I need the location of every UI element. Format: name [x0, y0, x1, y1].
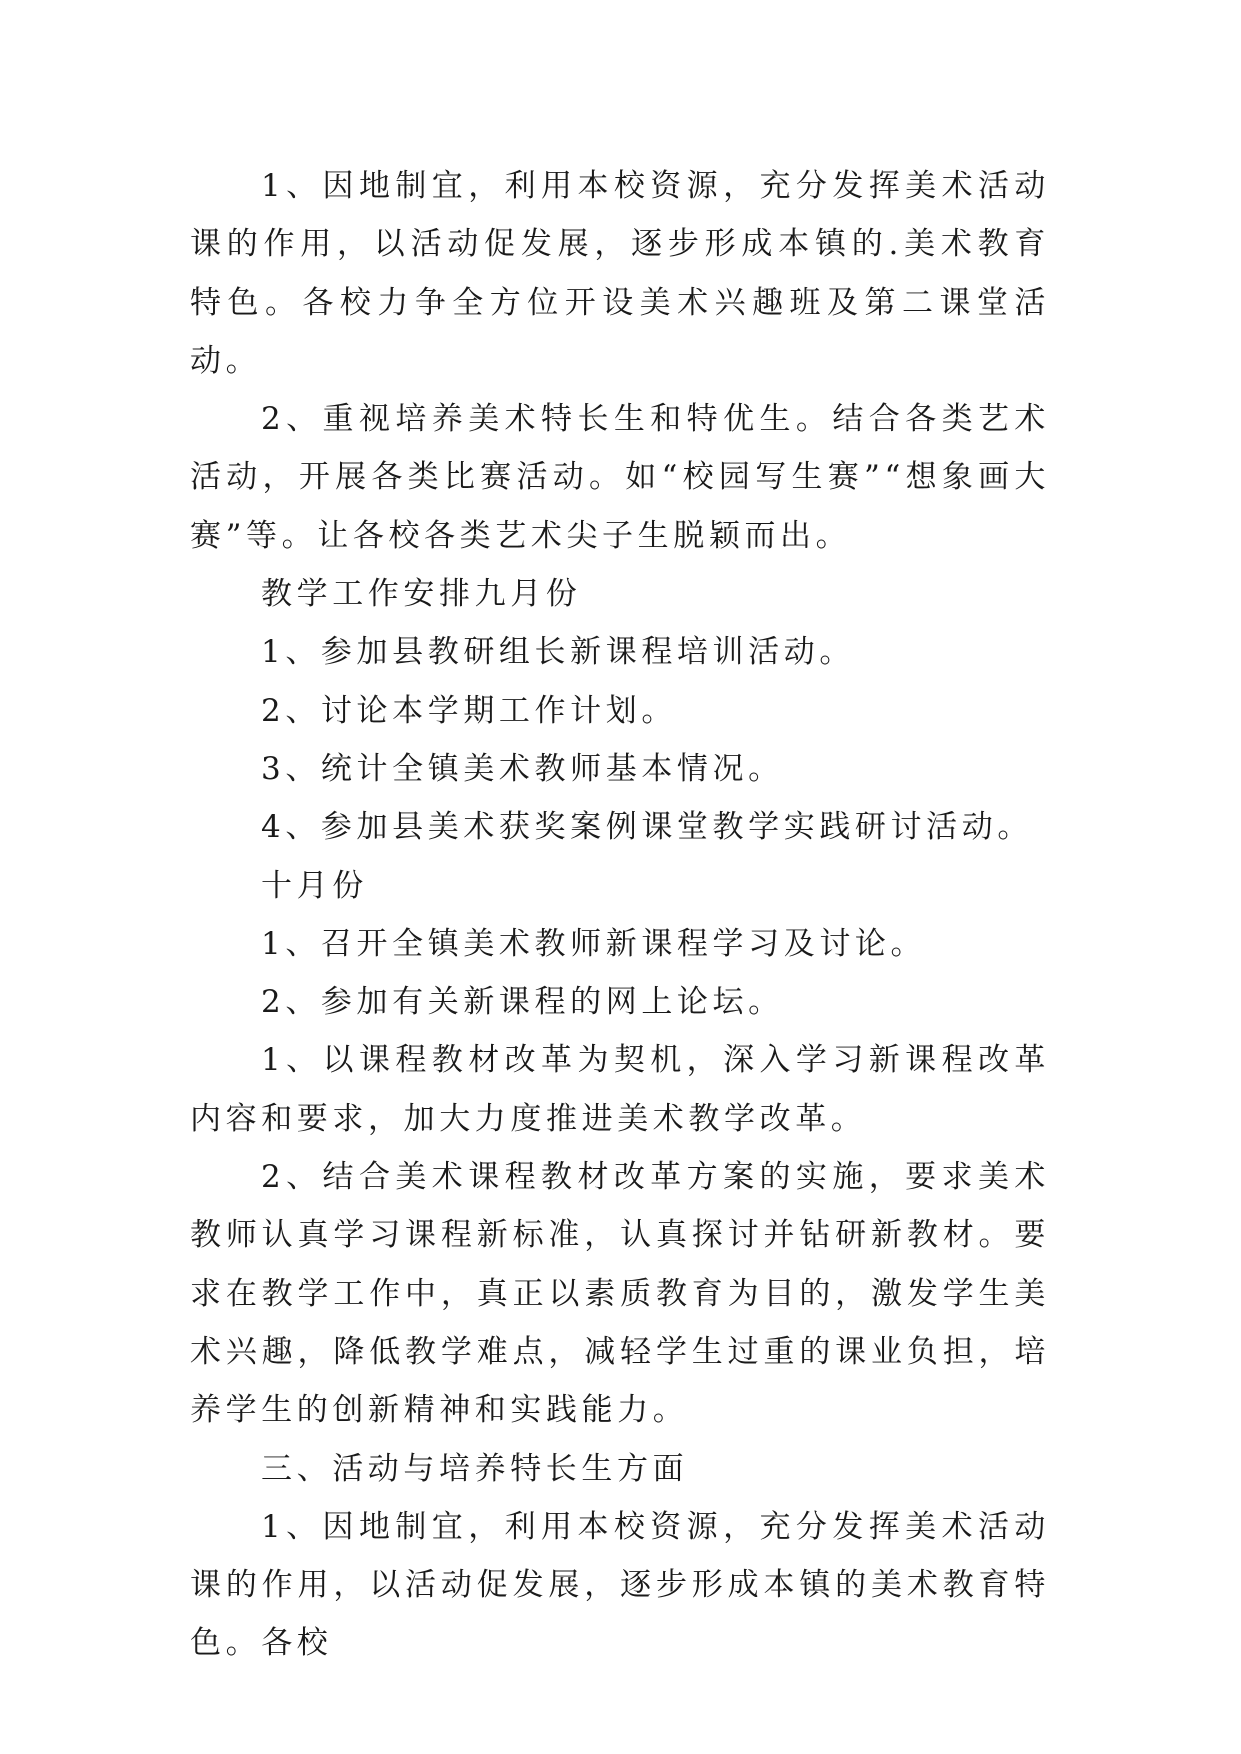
paragraph-2: 2、重视培养美术特长生和特优生。结合各类艺术活动，开展各类比赛活动。如“校园写生赛”“想象画大赛”等。让各校各类艺术尖子生脱颖而出。: [190, 401, 1050, 554]
paragraph-13: 三、活动与培养特长生方面: [261, 1450, 689, 1487]
paragraph-11: 1、以课程教材改革为契机，深入学习新课程改革内容和要求，加大力度推进美术教学改革。: [190, 1042, 1050, 1137]
paragraph-14: 1、因地制宜，利用本校资源，充分发挥美术活动课的作用，以活动促发展，逐步形成本镇的美术教育特色。各校: [190, 1508, 1050, 1662]
paragraph-7: 4、参加县美术获奖案例课堂教学实践研讨活动。: [261, 809, 1033, 846]
paragraph-4: 1、参加县教研组长新课程培训活动。: [261, 634, 855, 671]
paragraph-12: 2、结合美术课程教材改革方案的实施，要求美术教师认真学习课程新标准，认真探讨并钻研新教材。要求在教学工作中，真正以素质教育为目的，激发学生美术兴趣，降低教学难点，减轻学生过重的课业负担，培养学生的创新精神和实践能力。: [190, 1159, 1050, 1429]
paragraph-10: 2、参加有关新课程的网上论坛。: [261, 984, 784, 1021]
paragraph-6: 3、统计全镇美术教师基本情况。: [261, 750, 784, 787]
paragraph-5: 2、讨论本学期工作计划。: [261, 692, 677, 729]
paragraph-3: 教学工作安排九月份: [261, 576, 582, 613]
paragraph-9: 1、召开全镇美术教师新课程学习及讨论。: [261, 925, 927, 962]
document-body: [190, 157, 1050, 1673]
paragraph-8: 十月份: [261, 867, 368, 904]
paragraph-1: 1、因地制宜，利用本校资源，充分发挥美术活动课的作用，以活动促发展，逐步形成本镇的.美术教育特色。各校力争全方位开设美术兴趣班及第二课堂活动。: [190, 168, 1050, 379]
